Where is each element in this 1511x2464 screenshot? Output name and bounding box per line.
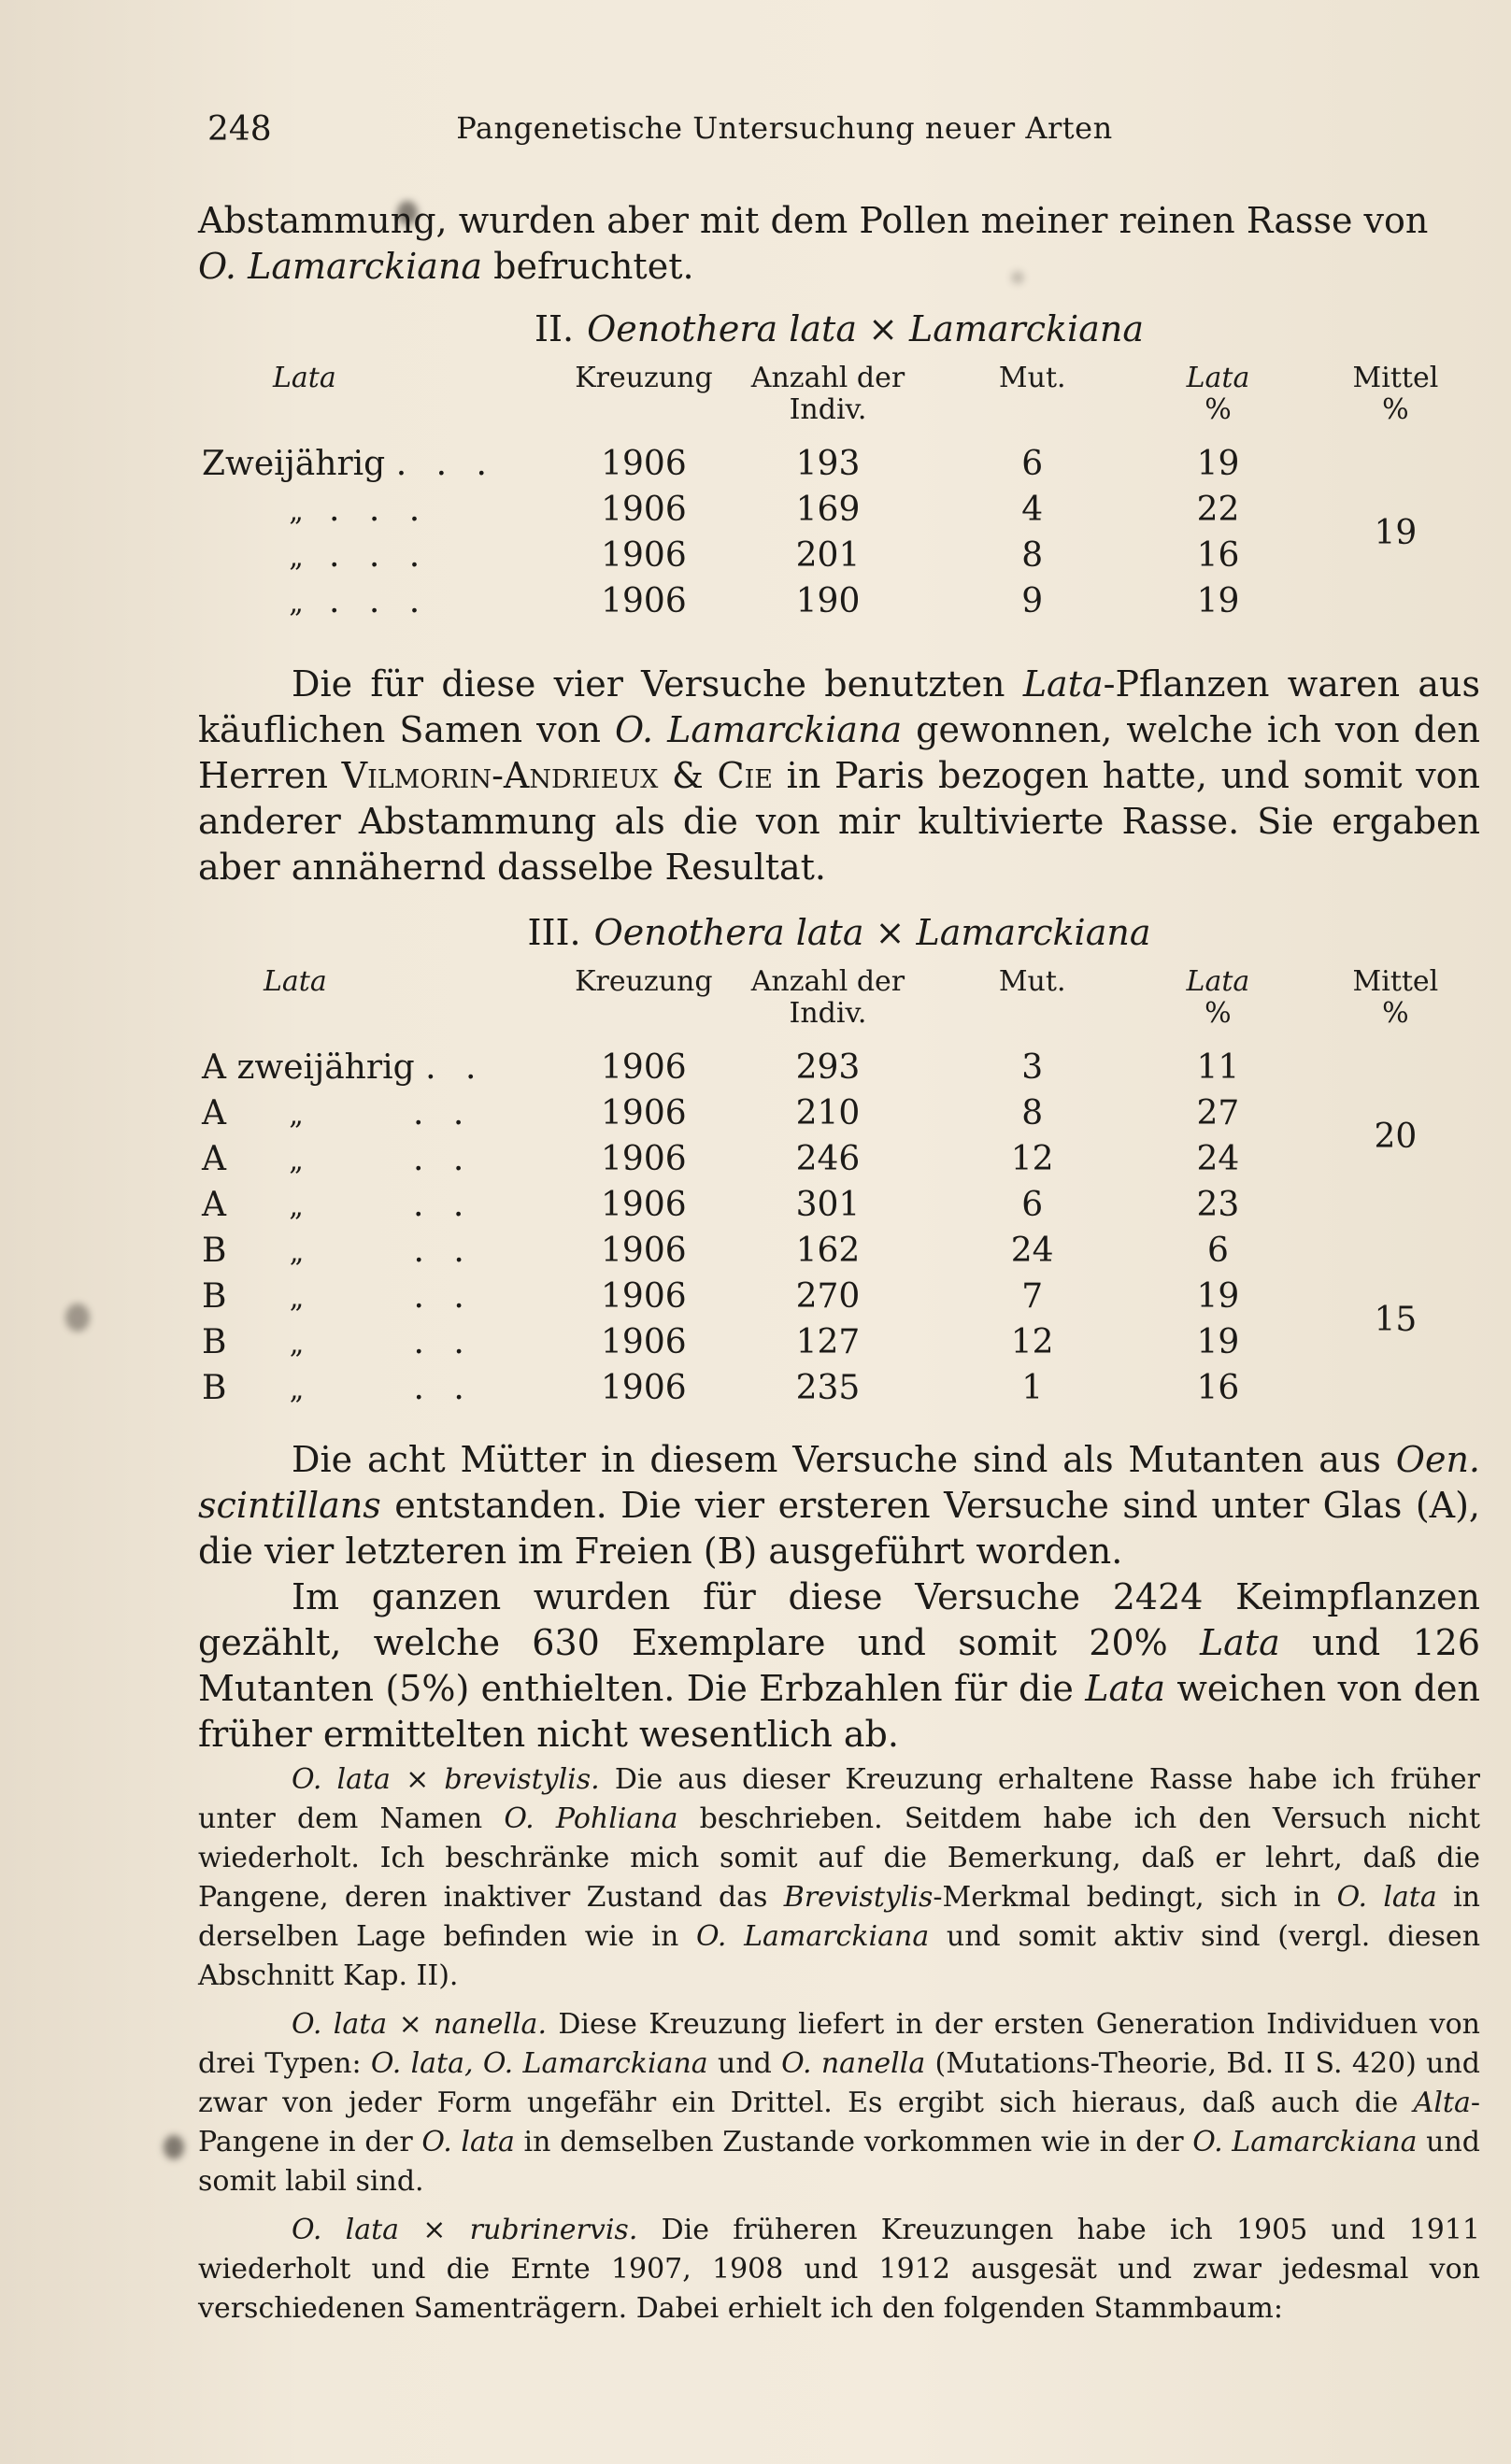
ditto-mark: „ <box>289 587 304 620</box>
cell-lata-pct: 19 <box>1196 1323 1240 1361</box>
row-label: Zweijährig <box>202 445 386 483</box>
cell-indiv: 270 <box>795 1277 861 1316</box>
row-group: A <box>202 1094 226 1132</box>
cell-mut: 9 <box>1021 582 1044 620</box>
cell-year: 1906 <box>601 1048 687 1087</box>
cell-year: 1906 <box>601 536 687 575</box>
cell-mittel-a: 20 <box>1374 1117 1418 1156</box>
table-row: A zweijährig . . 1906 293 3 11 20 <box>198 1045 1480 1090</box>
col-header-lata-unit: % <box>1205 393 1232 426</box>
ink-smudge <box>164 2135 184 2159</box>
cell-year: 1906 <box>601 1232 687 1270</box>
col-header-lata-pct: Lata <box>1186 362 1250 394</box>
cell-lata-pct: 19 <box>1196 582 1240 620</box>
table-3-header-row <box>198 966 1480 1045</box>
table-row: B „ . . 1906 235 1 16 <box>198 1365 1480 1411</box>
col-header-mut: Mut. <box>998 965 1066 998</box>
cell-indiv: 293 <box>795 1048 861 1087</box>
table-3-section <box>198 912 1480 1411</box>
cell-mut: 8 <box>1021 1094 1044 1132</box>
intro-line-2: befruchtet. <box>482 246 694 287</box>
row-group: B <box>202 1277 227 1316</box>
cell-mut: 4 <box>1021 491 1044 529</box>
col-header-lata: Lata <box>264 965 327 998</box>
table-2 <box>198 363 1480 624</box>
cell-mut: 7 <box>1021 1277 1044 1316</box>
ditto-mark: „ <box>289 541 304 574</box>
row-group: A <box>202 1048 226 1087</box>
cell-year: 1906 <box>601 1369 687 1407</box>
ditto-mark: „ <box>289 1236 305 1269</box>
table-3-caption <box>198 912 1480 953</box>
ditto-mark: „ <box>289 1328 305 1360</box>
ditto-mark: „ <box>289 1190 304 1223</box>
table-2-number: II. <box>535 308 575 349</box>
table-row: A „ . . 1906 246 12 24 <box>198 1136 1480 1182</box>
cell-lata-pct: 6 <box>1206 1232 1229 1270</box>
cell-lata-pct: 11 <box>1196 1048 1240 1087</box>
table-row: B „ . . 1906 127 12 19 <box>198 1319 1480 1365</box>
paragraph-3: Die acht Mütter in diesem Versuche sind als Mutanten aus Oen. scintillans entstanden. Die vier ersteren Versuche sind unter Glas (A), die vier letzteren im Freien (B) ausgeführt worden. Im ganzen wurden für diese Versuche 2424 Keimpflanzen gezählt, welche 630 Exemplare und somit 20% Lata und 126 Mutanten (5%) enthielten. Die Erbzahlen für die Lata weichen von den früher ermittelten nicht wesentlich ab. <box>198 1437 1480 1758</box>
table-row: B „ . . 1906 270 7 19 <box>198 1274 1480 1319</box>
cell-lata-pct: 27 <box>1196 1094 1240 1132</box>
cell-year: 1906 <box>601 1094 687 1132</box>
col-header-lata: Lata <box>273 362 336 394</box>
ditto-mark: „ <box>289 1099 304 1132</box>
cell-indiv: 235 <box>795 1369 861 1407</box>
cell-year: 1906 <box>601 1323 687 1361</box>
cell-indiv: 210 <box>795 1094 861 1132</box>
cell-mittel-b: 15 <box>1374 1300 1418 1339</box>
table-3-number: III. <box>527 912 581 953</box>
col-header-kreuzung: Kreuzung <box>575 965 713 998</box>
note-heading: O. lata × rubrinervis. <box>292 2214 638 2246</box>
cell-mut: 6 <box>1021 1186 1044 1224</box>
cell-mut: 8 <box>1021 536 1044 575</box>
col-header-indiv: Indiv. <box>789 393 867 426</box>
note-heading: O. lata × nanella. <box>292 2008 547 2041</box>
col-header-indiv: Indiv. <box>789 997 867 1030</box>
cell-year: 1906 <box>601 1277 687 1316</box>
cell-indiv: 193 <box>795 445 861 483</box>
cell-mut: 12 <box>1010 1140 1054 1178</box>
paragraph-2: Die für diese vier Versuche benutzten Lata-Pflanzen waren aus käuflichen Samen von O. Lamarckiana gewonnen, welche ich von den Herren Vilmorin-Andrieux & Cie in Paris bezogen hatte, und somit von anderer Abstammung als die von mir kultivierte Rasse. Sie ergaben aber annähernd dasselbe Resultat. <box>198 663 1481 888</box>
intro-paragraph <box>198 198 1480 290</box>
row-group: B <box>202 1369 227 1407</box>
ink-smudge <box>65 1303 90 1332</box>
ditto-mark: „ <box>289 1374 305 1406</box>
running-header <box>207 110 1231 149</box>
cell-lata-pct: 16 <box>1196 536 1240 575</box>
cell-indiv: 201 <box>795 536 861 575</box>
cell-lata-pct: 24 <box>1196 1140 1240 1178</box>
paragraph-4: Im ganzen wurden für diese Versuche 2424 Keimpflanzen gezählt, welche 630 Exemplare und somit 20% Lata und 126 Mutanten (5%) enthielten. Die Erbzahlen für die Lata weichen von den früher ermittelten nicht wesentlich ab. <box>198 1576 1480 1755</box>
table-2-title: Oenothera lata × Lamarckiana <box>587 308 1144 349</box>
table-row: B „ . . 1906 162 24 6 15 <box>198 1228 1480 1274</box>
intro-line-1: Abstammung, wurden aber mit dem Pollen meiner reinen Rasse von <box>198 200 1429 241</box>
cell-year: 1906 <box>601 1186 687 1224</box>
table-row: „ . . . 1906 169 4 22 <box>198 487 1480 533</box>
cell-mittel: 19 <box>1374 513 1418 552</box>
cell-mut: 3 <box>1021 1048 1044 1087</box>
col-header-kreuzung: Kreuzung <box>575 362 713 394</box>
cell-year: 1906 <box>601 582 687 620</box>
cell-indiv: 301 <box>795 1186 861 1224</box>
note-heading: O. lata × brevistylis. <box>292 1763 600 1796</box>
col-header-mut: Mut. <box>998 362 1066 394</box>
table-row: A „ . . 1906 301 6 23 <box>198 1182 1480 1228</box>
cell-year: 1906 <box>601 445 687 483</box>
table-row: A „ . . 1906 210 8 27 <box>198 1090 1480 1136</box>
ditto-mark: „ <box>289 495 304 528</box>
cell-indiv: 246 <box>795 1140 861 1178</box>
col-header-lata-unit: % <box>1205 997 1232 1030</box>
cell-lata-pct: 19 <box>1196 445 1240 483</box>
supplier-name: Vilmorin-Andrieux & Cie <box>341 755 773 796</box>
cell-indiv: 162 <box>795 1232 861 1270</box>
cell-indiv: 190 <box>795 582 861 620</box>
row-group: A <box>202 1140 226 1178</box>
row-group: A <box>202 1186 226 1224</box>
table-3 <box>198 966 1480 1411</box>
cell-lata-pct: 22 <box>1196 491 1240 529</box>
col-header-mittel-unit: % <box>1382 393 1409 426</box>
note-brevistylis: O. lata × brevistylis. Die aus dieser Kreuzung erhaltene Rasse habe ich früher unter dem Namen O. Pohliana beschrieben. Seitdem habe ich den Versuch nicht wiederholt. Ich beschränke mich somit auf die Bemerkung, daß er lehrt, daß die Pangene, deren inaktiver Zustand das Brevistylis-Merkmal bedingt, sich in O. lata in derselben Lage befinden wie in O. Lamarckiana und somit aktiv sind (vergl. diesen Abschnitt Kap. II). <box>198 1763 1481 1992</box>
table-2-section <box>198 308 1480 624</box>
row-group: B <box>202 1323 227 1361</box>
col-header-mittel: Mittel <box>1352 362 1439 394</box>
cell-indiv: 169 <box>795 491 861 529</box>
cell-lata-pct: 23 <box>1196 1186 1240 1224</box>
row-label: zweijährig <box>236 1048 415 1087</box>
col-header-anzahl: Anzahl der <box>750 362 905 394</box>
table-row: „ . . . 1906 201 8 16 <box>198 533 1480 578</box>
cell-mut: 12 <box>1010 1323 1054 1361</box>
ditto-mark: „ <box>289 1145 304 1177</box>
table-2-header-row <box>198 363 1480 441</box>
species-name: O. Lamarckiana <box>198 246 483 287</box>
cell-indiv: 127 <box>795 1323 861 1361</box>
table-3-title: Oenothera lata × Lamarckiana <box>593 912 1151 953</box>
col-header-mittel-unit: % <box>1382 997 1409 1030</box>
page-number: 248 <box>207 110 272 149</box>
cell-year: 1906 <box>601 491 687 529</box>
running-title: Pangenetische Untersuchung neuer Arten <box>456 110 1113 146</box>
row-group: B <box>202 1232 227 1270</box>
cell-lata-pct: 16 <box>1196 1369 1240 1407</box>
cell-mut: 1 <box>1021 1369 1044 1407</box>
table-2-caption <box>198 308 1480 349</box>
note-nanella: O. lata × nanella. Diese Kreuzung liefert in der ersten Generation Individuen von drei Typen: O. lata, O. Lamarckiana und O. nanella (Mutations-Theorie, Bd. II S. 420) und zwar von jeder Form ungefähr ein Drittel. Es ergibt sich hieraus, daß auch die Alta-Pangene in der O. lata in demselben Zustande vorkommen wie in der O. Lamarckiana und somit labil sind. <box>198 2008 1481 2198</box>
col-header-anzahl: Anzahl der <box>750 965 905 998</box>
cell-year: 1906 <box>601 1140 687 1178</box>
table-row: Zweijährig . . . 1906 193 6 19 19 <box>198 441 1480 487</box>
cell-mut: 24 <box>1010 1232 1054 1270</box>
table-row: „ . . . 1906 190 9 19 <box>198 578 1480 624</box>
ditto-mark: „ <box>289 1282 305 1315</box>
col-header-lata-pct: Lata <box>1186 965 1250 998</box>
notes-section <box>198 1760 1480 2338</box>
col-header-mittel: Mittel <box>1352 965 1439 998</box>
cell-mut: 6 <box>1021 445 1044 483</box>
cell-lata-pct: 19 <box>1196 1277 1240 1316</box>
note-rubrinervis: O. lata × rubrinervis. Die früheren Kreuzungen habe ich 1905 und 1911 wiederholt und die Ernte 1907, 1908 und 1912 ausgesät und zwar jedesmal von verschiedenen Samenträgern. Dabei erhielt ich den folgenden Stammbaum: <box>198 2214 1480 2325</box>
